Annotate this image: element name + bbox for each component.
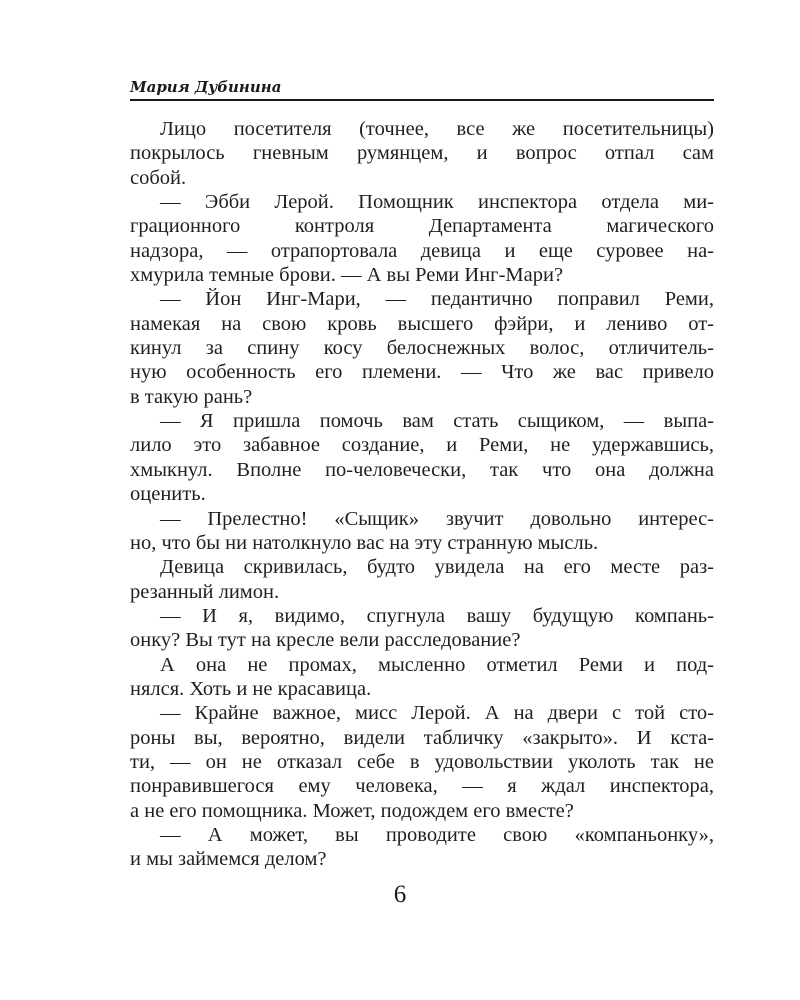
text-line: — Йон Инг-Мари, — педантично поправил Реми, <box>160 288 714 311</box>
text-line: надзора, — отрапортовала девица и еще суровее на- <box>130 239 714 262</box>
text-line: — А может, вы проводите свою «компаньонку», <box>160 823 714 846</box>
text-line: — И я, видимо, спугнула вашу будущую компань- <box>160 604 714 627</box>
text-line: роны вы, вероятно, видели табличку «закрыто». И кста- <box>130 726 714 749</box>
text-line: грационного контроля Департамента магического <box>130 215 714 238</box>
header-author: Мария Дубинина <box>130 78 282 96</box>
text-line: понравившегося ему человека, — я ждал инспектора, <box>130 775 714 798</box>
text-line: но, что бы ни натолкнуло вас на эту странную мысль. <box>130 531 599 554</box>
text-line: лило это забавное создание, и Реми, не удержавшись, <box>130 434 714 457</box>
text-line: онку? Вы тут на кресле вели расследование? <box>130 629 521 652</box>
text-line: — Прелестно! «Сыщик» звучит довольно интерес- <box>160 507 714 530</box>
page-number: 6 <box>393 881 407 908</box>
body-text <box>130 117 714 872</box>
text-line: покрылось гневным румянцем, и вопрос отпал сам <box>130 142 714 165</box>
text-line: намекая на свою кровь высшего фэйри, и лениво от- <box>130 312 714 335</box>
text-line: А она не промах, мысленно отметил Реми и под- <box>160 653 714 676</box>
text-line: хмыкнул. Вполне по-человечески, так что она должна <box>130 458 714 481</box>
text-line: ную особенность его племени. — Что же вас привело <box>130 361 714 384</box>
text-line: кинул за спину косу белоснежных волос, отличитель- <box>130 337 714 360</box>
text-line: в такую рань? <box>130 385 253 408</box>
text-line: Девица скривилась, будто увидела на его месте раз- <box>160 556 714 579</box>
text-line: резанный лимон. <box>130 580 280 603</box>
text-line: собой. <box>130 166 187 189</box>
text-line: — Я пришла помочь вам стать сыщиком, — выпа- <box>160 410 714 433</box>
text-line: оценить. <box>130 483 206 506</box>
text-line: Лицо посетителя (точнее, все же посетительницы) <box>160 118 714 140</box>
running-header <box>130 77 714 103</box>
header-rule <box>130 99 714 101</box>
text-line: нялся. Хоть и не красавица. <box>130 677 372 700</box>
text-line: — Крайне важное, мисс Лерой. А на двери с той сто- <box>160 702 714 725</box>
text-line: и мы займемся делом? <box>130 848 327 871</box>
text-line: а не его помощника. Может, подождем его вместе? <box>130 799 574 822</box>
text-line: ти, — он не отказал себе в удовольствии уколоть так не <box>130 750 714 773</box>
text-line: — Эбби Лерой. Помощник инспектора отдела ми- <box>160 191 714 214</box>
text-line: хмурила темные брови. — А вы Реми Инг-Мари? <box>130 264 564 287</box>
